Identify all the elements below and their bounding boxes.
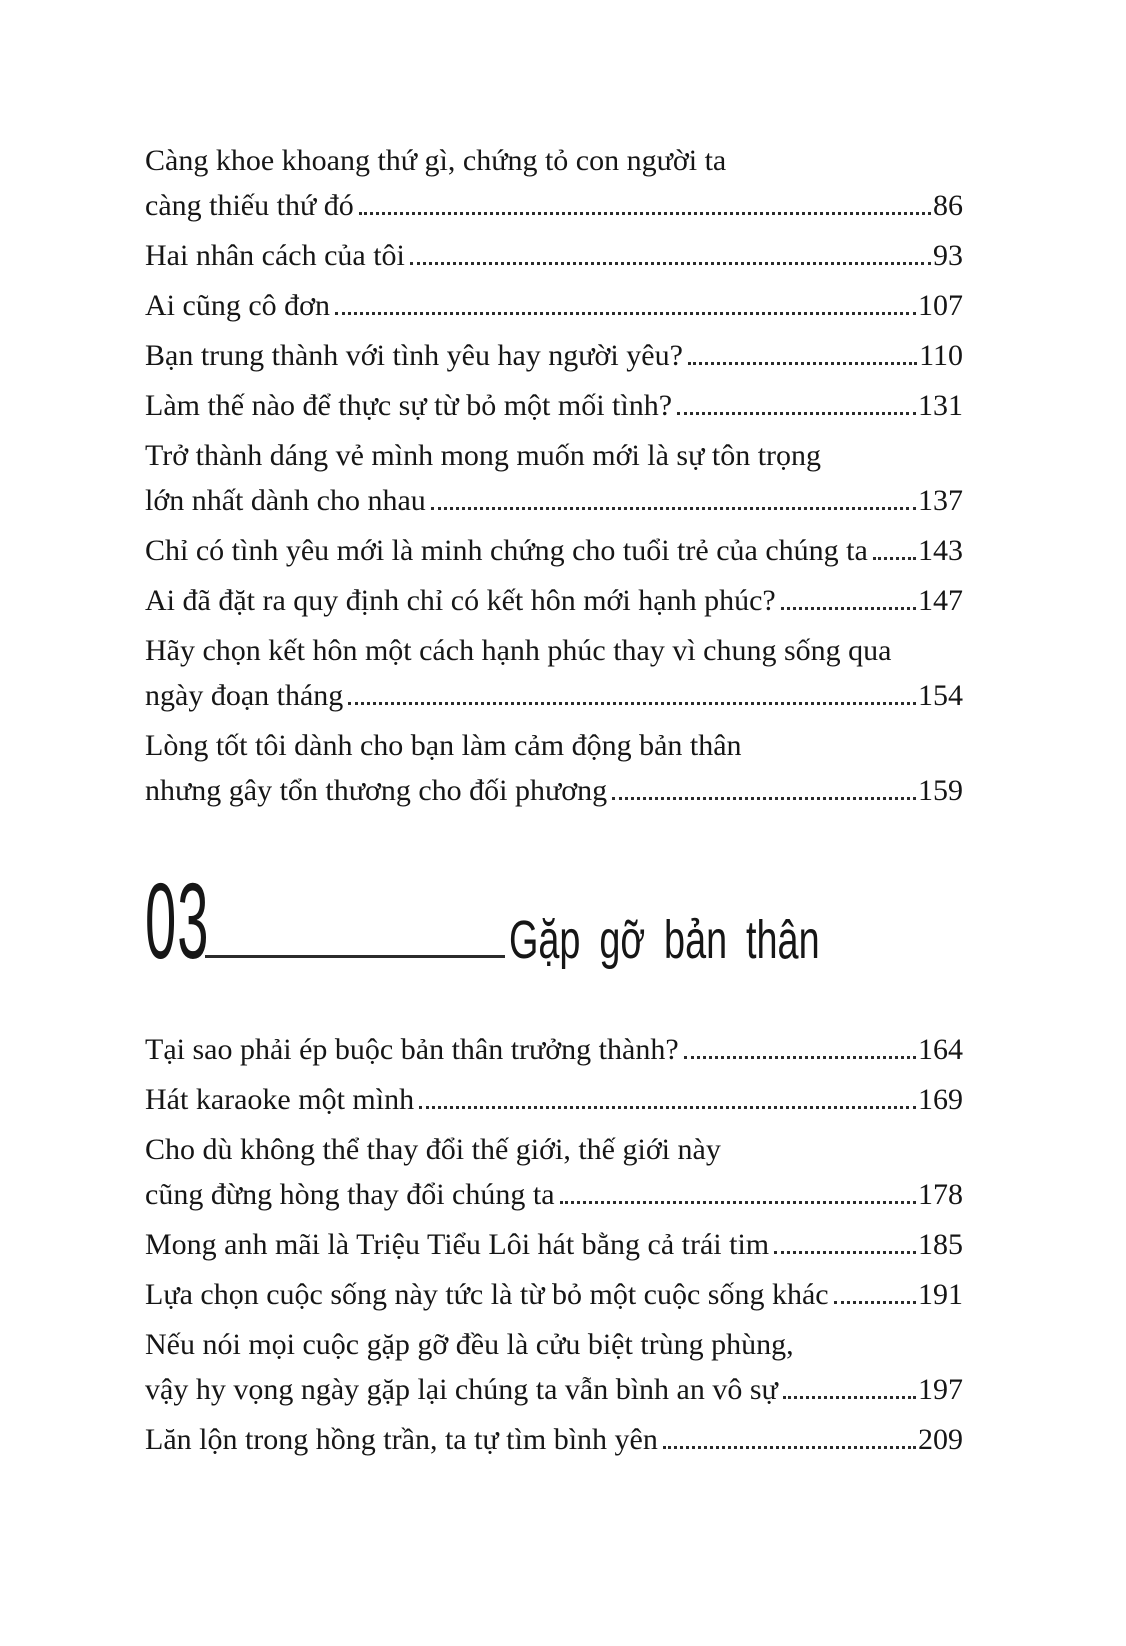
entry-text: cũng đừng hòng thay đổi chúng ta [145, 1178, 555, 1211]
dot-leader [781, 607, 916, 610]
toc-entry [145, 1272, 963, 1317]
entry-text: Lăn lộn trong hồng trần, ta tự tìm bình yên [145, 1423, 658, 1456]
entry-text: Chỉ có tình yêu mới là minh chứng cho tuổi trẻ của chúng ta [145, 534, 868, 567]
page-number: 86 [933, 189, 963, 222]
entry-text: Nếu nói mọi cuộc gặp gỡ đều là cửu biệt trùng phùng, [145, 1328, 794, 1361]
toc-entry [145, 233, 963, 278]
section-rule [205, 955, 505, 958]
entry-text: Hát karaoke một mình [145, 1083, 415, 1116]
entry-text: Tại sao phải ép buộc bản thân trưởng thành? [145, 1033, 679, 1066]
entry-text: Bạn trung thành với tình yêu hay người yêu? [145, 339, 683, 372]
entry-text: Cho dù không thể thay đổi thế giới, thế giới này [145, 1133, 721, 1166]
entry-text: nhưng gây tổn thương cho đối phương [145, 774, 608, 807]
dot-leader [419, 1106, 916, 1109]
entry-text: Ai cũng cô đơn [145, 289, 330, 322]
entry-text: Mong anh mãi là Triệu Tiểu Lôi hát bằng cả trái tim [145, 1228, 770, 1261]
page-number: 185 [918, 1228, 963, 1261]
entry-text: lớn nhất dành cho nhau [145, 484, 426, 517]
page-number: 191 [918, 1278, 963, 1311]
toc-entry [145, 138, 963, 228]
dot-leader [335, 312, 916, 315]
page-number: 169 [918, 1083, 963, 1116]
toc-entry [145, 283, 963, 328]
dot-leader [663, 1446, 916, 1449]
entry-text: càng thiếu thứ đó [145, 189, 354, 222]
dot-leader [873, 557, 916, 560]
section-title: Gặp gỡ bản thân [509, 910, 820, 970]
section-number: 03 [145, 860, 210, 981]
page-number: 197 [918, 1373, 963, 1406]
dot-leader [612, 797, 916, 800]
page-number: 131 [918, 389, 963, 422]
section-header [145, 860, 963, 981]
toc-entry [145, 723, 963, 813]
toc-entry [145, 383, 963, 428]
toc-entry [145, 1077, 963, 1122]
toc-entry [145, 333, 963, 378]
entry-text: Hãy chọn kết hôn một cách hạnh phúc thay vì chung sống qua [145, 634, 892, 667]
toc-entry [145, 1027, 963, 1072]
toc-entry [145, 528, 963, 573]
toc-entry [145, 1127, 963, 1217]
dot-leader [688, 362, 917, 365]
page-number: 107 [918, 289, 963, 322]
page-number: 93 [933, 239, 963, 272]
page-number: 154 [918, 679, 963, 712]
page-number: 178 [918, 1178, 963, 1211]
entry-text: Ai đã đặt ra quy định chỉ có kết hôn mới hạnh phúc? [145, 584, 776, 617]
dot-leader [774, 1251, 916, 1254]
entry-text: ngày đoạn tháng [145, 679, 344, 712]
dot-leader [684, 1056, 916, 1059]
page-number: 147 [918, 584, 963, 617]
dot-leader [431, 507, 916, 510]
page-number: 209 [918, 1423, 963, 1456]
entry-text: vậy hy vọng ngày gặp lại chúng ta vẫn bình an vô sự [145, 1373, 778, 1406]
entry-text: Làm thế nào để thực sự từ bỏ một mối tình? [145, 389, 673, 422]
dot-leader [359, 212, 931, 215]
toc-entry [145, 1322, 963, 1412]
entry-text: Càng khoe khoang thứ gì, chứng tỏ con người ta [145, 144, 727, 177]
toc-entry [145, 628, 963, 718]
dot-leader [348, 702, 916, 705]
dot-leader [677, 412, 916, 415]
toc-entry [145, 433, 963, 523]
entry-text: Lòng tốt tôi dành cho bạn làm cảm động bản thân [145, 729, 742, 762]
toc-entry [145, 578, 963, 623]
page-number: 110 [919, 339, 963, 372]
entry-text: Hai nhân cách của tôi [145, 239, 405, 272]
entry-text: Trở thành dáng vẻ mình mong muốn mới là sự tôn trọng [145, 439, 822, 472]
page-number: 159 [918, 774, 963, 807]
toc-entry [145, 1417, 963, 1462]
dot-leader [783, 1396, 916, 1399]
page-number: 164 [918, 1033, 963, 1066]
dot-leader [834, 1301, 916, 1304]
dot-leader [410, 262, 931, 265]
entry-text: Lựa chọn cuộc sống này tức là từ bỏ một cuộc sống khác [145, 1278, 829, 1311]
dot-leader [560, 1201, 916, 1204]
page-number: 137 [918, 484, 963, 517]
toc-entry [145, 1222, 963, 1267]
page-number: 143 [918, 534, 963, 567]
